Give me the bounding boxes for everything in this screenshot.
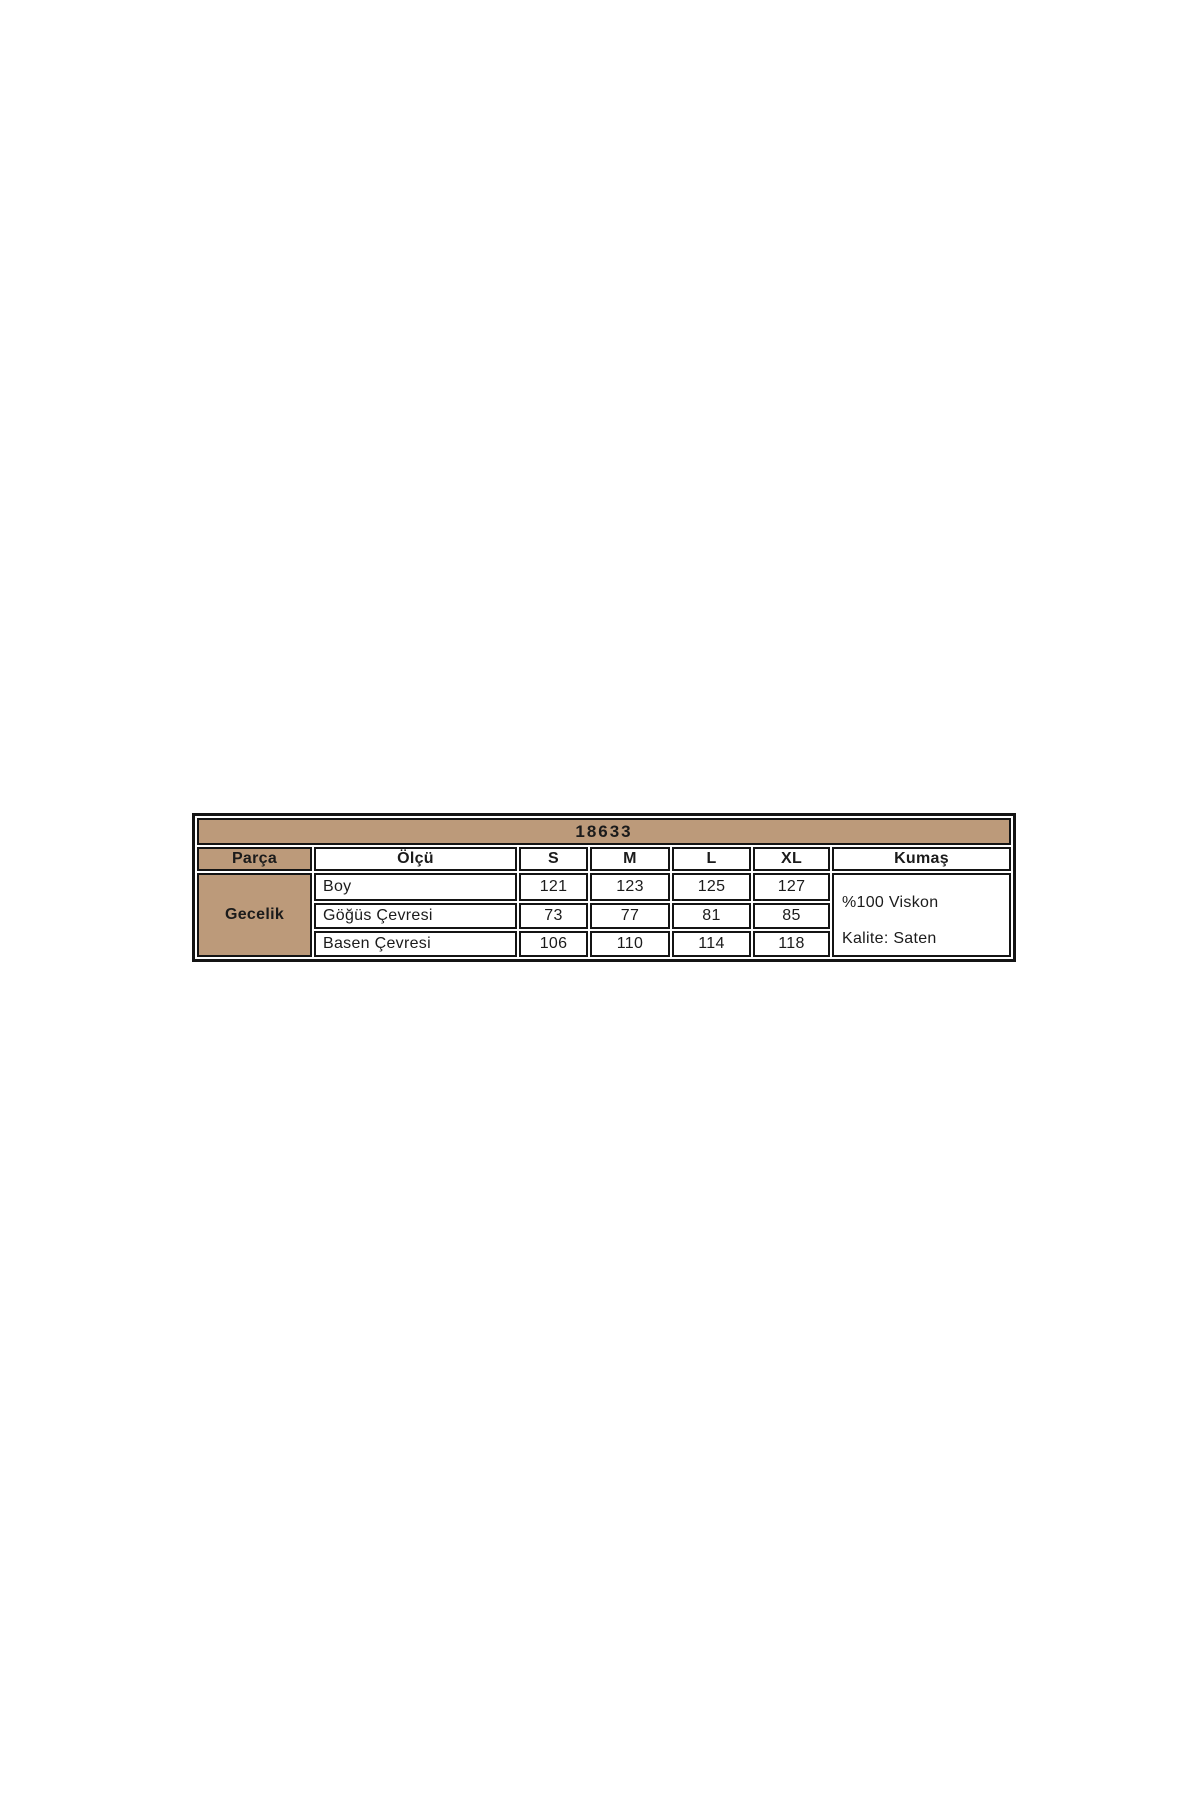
fabric-cell <box>832 873 1011 957</box>
value-gogus-l: 81 <box>672 903 751 929</box>
measurement-label-boy: Boy <box>314 873 517 901</box>
col-header-size-l: L <box>672 847 751 871</box>
value-basen-s: 106 <box>519 931 588 957</box>
col-header-size-s: S <box>519 847 588 871</box>
measurement-label-basen: Basen Çevresi <box>314 931 517 957</box>
value-boy-xl: 127 <box>753 873 830 901</box>
col-header-kumas: Kumaş <box>832 847 1011 871</box>
value-boy-l: 125 <box>672 873 751 901</box>
col-header-size-m: M <box>590 847 670 871</box>
garment-cell: Gecelik <box>197 873 312 957</box>
table-row-boy <box>197 873 1011 901</box>
size-chart-table <box>192 813 1016 962</box>
col-header-parca: Parça <box>197 847 312 871</box>
value-boy-m: 123 <box>590 873 670 901</box>
product-code-cell: 18633 <box>197 818 1011 845</box>
value-boy-s: 121 <box>519 873 588 901</box>
fabric-quality: Kalite: Saten <box>842 930 937 947</box>
col-header-size-xl: XL <box>753 847 830 871</box>
fabric-composition: %100 Viskon <box>842 894 939 911</box>
title-row <box>197 818 1011 845</box>
value-basen-m: 110 <box>590 931 670 957</box>
value-basen-xl: 118 <box>753 931 830 957</box>
value-gogus-m: 77 <box>590 903 670 929</box>
measurement-label-gogus: Göğüs Çevresi <box>314 903 517 929</box>
value-gogus-s: 73 <box>519 903 588 929</box>
header-row <box>197 847 1011 871</box>
value-basen-l: 114 <box>672 931 751 957</box>
col-header-olcu: Ölçü <box>314 847 517 871</box>
value-gogus-xl: 85 <box>753 903 830 929</box>
